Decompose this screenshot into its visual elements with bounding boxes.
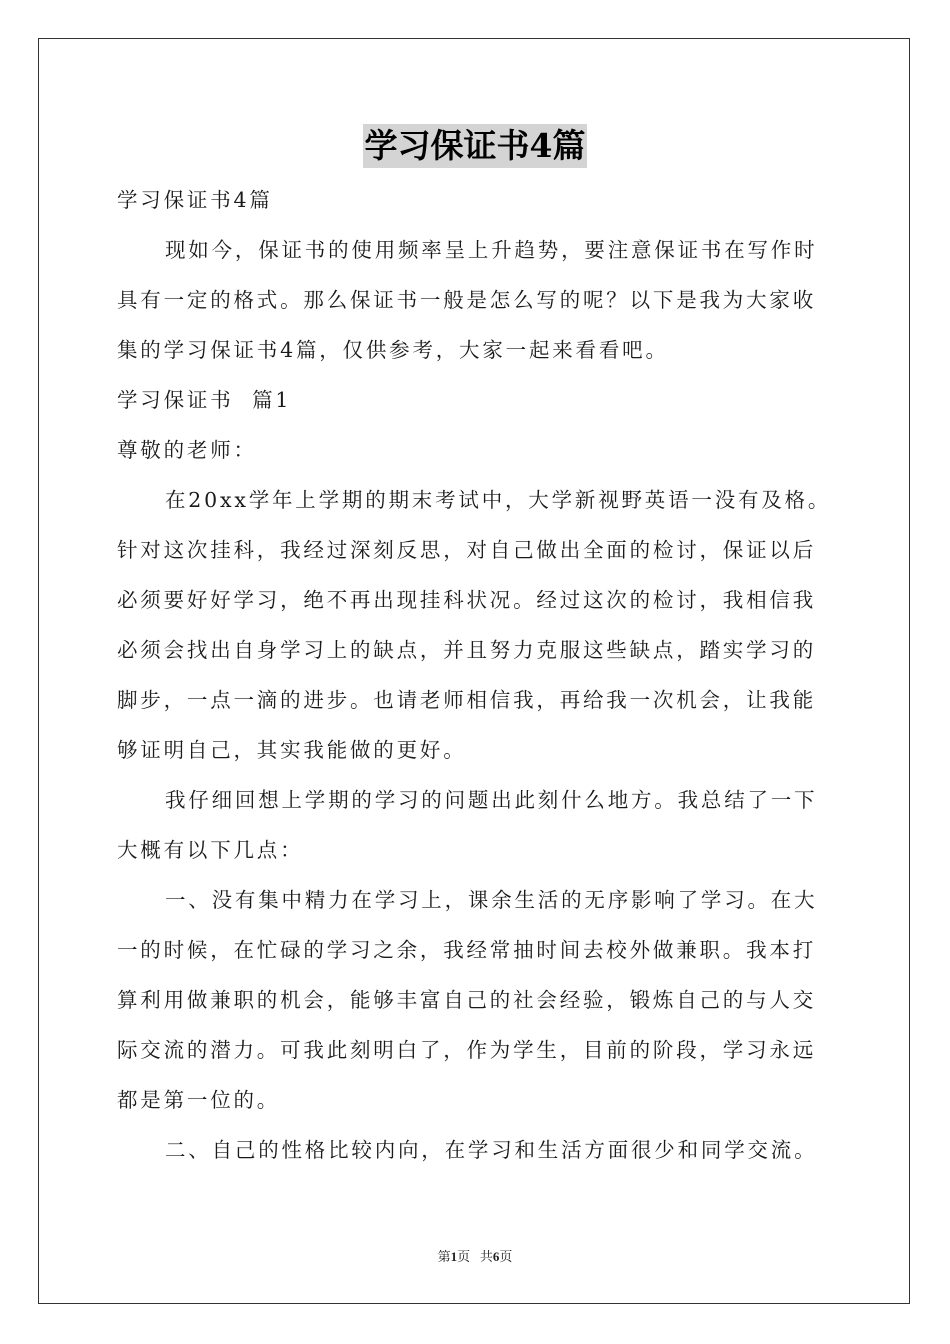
paragraph-line: 我仔细回想上学期的学习的问题出此刻什么地方。我总结了一下 [165, 788, 818, 812]
paragraph-line: 大概有以下几点： [117, 838, 304, 862]
salutation: 尊敬的老师： [117, 438, 257, 462]
page-border [38, 38, 910, 1304]
paragraph-line: 现如今，保证书的使用频率呈上升趋势，要注意保证书在写作时 [165, 238, 818, 262]
paragraph-line: 都是第一位的。 [117, 1088, 281, 1112]
paragraph-line: 在20xx学年上学期的期末考试中，大学新视野英语一没有及格。 [165, 488, 832, 512]
footer-mid: 页 共 [457, 1249, 493, 1264]
paragraph-line: 际交流的潜力。可我此刻明白了，作为学生，目前的阶段，学习永远 [117, 1038, 816, 1062]
paragraph-line: 一、没有集中精力在学习上，课余生活的无序影响了学习。在大 [165, 888, 818, 912]
section-heading: 学习保证书 篇1 [117, 388, 292, 412]
paragraph-line: 二、自己的性格比较内向，在学习和生活方面很少和同学交流。 [165, 1138, 818, 1162]
footer-suffix: 页 [499, 1249, 513, 1264]
page-footer [0, 1246, 950, 1265]
footer-prefix: 第 [437, 1249, 451, 1264]
paragraph-line: 算利用做兼职的机会，能够丰富自己的社会经验，锻炼自己的与人交 [117, 988, 816, 1012]
paragraph-line: 必须会找出自身学习上的缺点，并且努力克服这些缺点，踏实学习的 [117, 638, 816, 662]
paragraph-line: 必须要好好学习，绝不再出现挂科状况。经过这次的检讨，我相信我 [117, 588, 816, 612]
paragraph-line: 够证明自己，其实我能做的更好。 [117, 738, 467, 762]
document-title: 学习保证书4篇 [363, 124, 588, 168]
title-container [0, 124, 950, 168]
subtitle-line: 学习保证书4篇 [117, 188, 273, 212]
paragraph-line: 针对这次挂科，我经过深刻反思，对自己做出全面的检讨，保证以后 [117, 538, 816, 562]
paragraph-line: 具有一定的格式。那么保证书一般是怎么写的呢？以下是我为大家收 [117, 288, 816, 312]
current-page-number: 1 [450, 1249, 458, 1264]
total-page-number: 6 [492, 1249, 500, 1264]
paragraph-line: 一的时候，在忙碌的学习之余，我经常抽时间去校外做兼职。我本打 [117, 938, 816, 962]
paragraph-line: 集的学习保证书4篇，仅供参考，大家一起来看看吧。 [117, 338, 669, 362]
paragraph-line: 脚步，一点一滴的进步。也请老师相信我，再给我一次机会，让我能 [117, 688, 816, 712]
